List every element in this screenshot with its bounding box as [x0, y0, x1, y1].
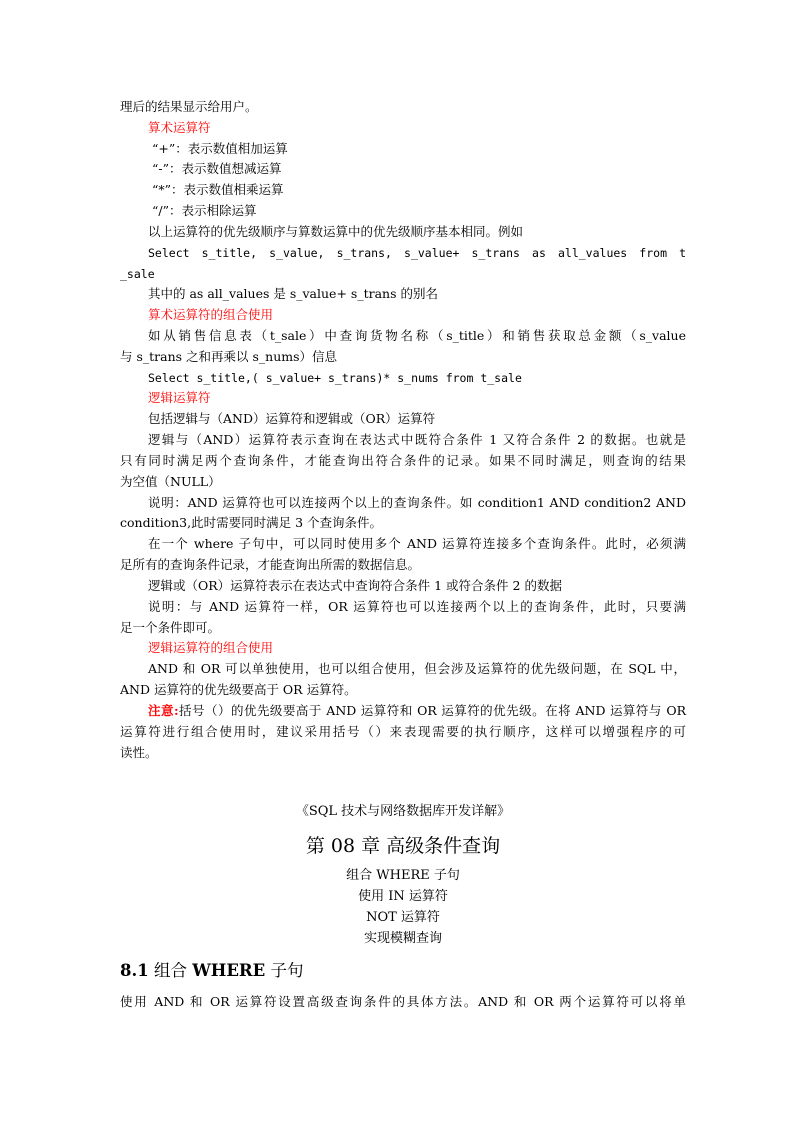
- text-line: 足一个条件即可。: [120, 620, 221, 635]
- code-line: Select s_title,( s_value+ s_trans)* s_nums from t_sale: [148, 371, 522, 385]
- section-title-prefix: 组合: [153, 961, 193, 980]
- text-line: 与 s_trans 之和再乘以 s_nums）信息: [120, 349, 338, 364]
- section-title-bold: WHERE: [192, 961, 266, 980]
- section-number: 8.1: [120, 961, 149, 980]
- text-line: 为空值（NULL）: [120, 474, 221, 489]
- heading-arithmetic-operators: 算术运算符: [148, 120, 211, 135]
- text-line: 逻辑与（AND）运算符表示查询在表达式中既符合条件 1 又符合条件 2 的数据。也就是: [148, 432, 686, 447]
- text-line: 运算符进行组合使用时，建议采用括号（）来表现需要的执行顺序，这样可以增强程序的可: [120, 724, 686, 739]
- text-line: AND 运算符的优先级要高于 OR 运算符。: [120, 682, 357, 697]
- text-line: “-”：表示数值想减运算: [152, 161, 282, 176]
- note-label: 注意:: [148, 703, 179, 718]
- chapter-title: 第 08 章 高级条件查询: [305, 835, 501, 857]
- note-text: 括号（）的优先级要高于 AND 运算符和 OR 运算符的优先级。在将 AND 运算符与 OR: [178, 703, 686, 718]
- text-line: 说明：与 AND 运算符一样，OR 运算符也可以连接两个以上的查询条件，此时，只要满: [148, 599, 686, 614]
- heading-arithmetic-combo: 算术运算符的组合使用: [148, 307, 274, 322]
- toc-item: NOT 运算符: [366, 910, 440, 925]
- text-line: 足所有的查询条件记录，才能查询出所需的数据信息。: [120, 557, 421, 572]
- code-line: Select s_title, s_value, s_trans, s_value+ s_trans as all_values from t: [148, 246, 686, 260]
- section-title-suffix: 子句: [265, 961, 304, 980]
- text-line: 如从销售信息表（t_sale）中查询货物名称（s_title）和销售获取总金额（s_value: [148, 328, 686, 343]
- text-line: 逻辑或（OR）运算符表示在表达式中查询符合条件 1 或符合条件 2 的数据: [148, 578, 562, 593]
- text-line: “+”：表示数值相加运算: [152, 141, 288, 156]
- heading-logical-operators: 逻辑运算符: [148, 390, 211, 405]
- text-line: 以上运算符的优先级顺序与算数运算中的优先级顺序基本相同。例如: [148, 224, 524, 239]
- text-line: 读性。: [120, 745, 158, 760]
- section-heading: [120, 960, 303, 982]
- toc-item: 实现模糊查询: [363, 931, 442, 946]
- text-line: 包括逻辑与（AND）运算符和逻辑或（OR）运算符: [148, 411, 436, 426]
- heading-logical-combo: 逻辑运算符的组合使用: [148, 640, 274, 655]
- code-line: _sale: [120, 267, 155, 281]
- text-line: 在一个 where 子句中，可以同时使用多个 AND 运算符连接多个查询条件。此时，必须满: [148, 536, 686, 551]
- note-line: [148, 703, 686, 719]
- text-line: AND 和 OR 可以单独使用，也可以组合使用，但会涉及运算符的优先级问题，在 SQL 中，: [148, 661, 686, 676]
- toc-item: 组合 WHERE 子句: [346, 868, 460, 883]
- text-line: 理后的结果显示给用户。: [120, 99, 258, 114]
- book-title: 《SQL 技术与网络数据库开发详解》: [295, 804, 511, 819]
- text-line: 使用 AND 和 OR 运算符设置高级查询条件的具体方法。AND 和 OR 两个运算符可以将单: [120, 994, 686, 1009]
- text-line: 其中的 as all_values 是 s_value+ s_trans 的别名: [148, 286, 438, 301]
- text-line: condition3,此时需要同时满足 3 个查询条件。: [120, 515, 383, 530]
- toc-item: 使用 IN 运算符: [358, 889, 448, 904]
- text-line: 说明：AND 运算符也可以连接两个以上的查询条件。如 condition1 AND condition2 AND: [148, 495, 686, 510]
- text-line: “/”：表示相除运算: [152, 203, 257, 218]
- text-line: 只有同时满足两个查询条件，才能查询出符合条件的记录。如果不同时满足，则查询的结果: [120, 453, 686, 468]
- text-line: “*”：表示数值相乘运算: [152, 182, 284, 197]
